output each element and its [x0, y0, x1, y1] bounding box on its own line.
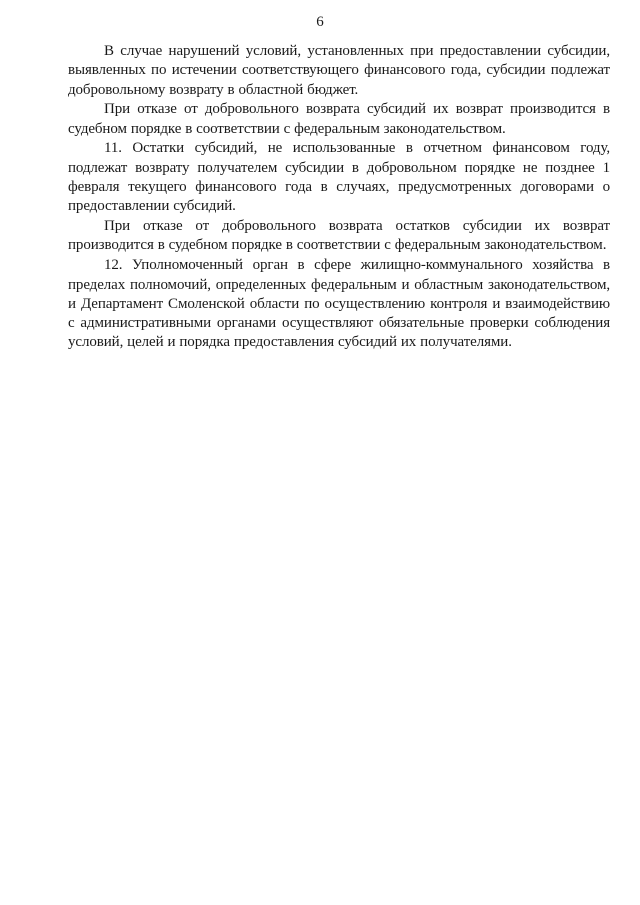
paragraph-judicial-return-balances: При отказе от добровольного возврата остатков субсидии их возврат производится в судебном порядке в соответствии с федеральным законодательством. [68, 218, 610, 254]
paragraph-judicial-return: При отказе от добровольного возврата субсидий их возврат производится в судебном порядке в соответствии с федеральным законодательством. [68, 101, 610, 137]
paragraph-item-12-compliance-checks: 12. Уполномоченный орган в сфере жилищно-коммунального хозяйства в пределах полномочий, определенных федеральным и областным законодательством, и Департамент Смоленской области по осуществлению контроля и взаимодействию с административными органами осуществляют обязательные проверки соблюдения условий, целей и порядка предоставления субсидий их получателями. [68, 257, 610, 351]
document-body [68, 42, 610, 353]
paragraph-item-11-unused-balances: 11. Остатки субсидий, не использованные в отчетном финансовом году, подлежат возврату получателем субсидии в добровольном порядке не позднее 1 февраля текущего финансового года в случаях, предусмотренных договорами о предоставлении субсидий. [68, 140, 610, 215]
page-number: 6 [316, 14, 324, 30]
paragraph-subsidy-violation-return: В случае нарушений условий, установленных при предоставлении субсидии, выявленных по истечении соответствующего финансового года, субсидии подлежат добровольному возврату в областной бюджет. [68, 43, 610, 98]
